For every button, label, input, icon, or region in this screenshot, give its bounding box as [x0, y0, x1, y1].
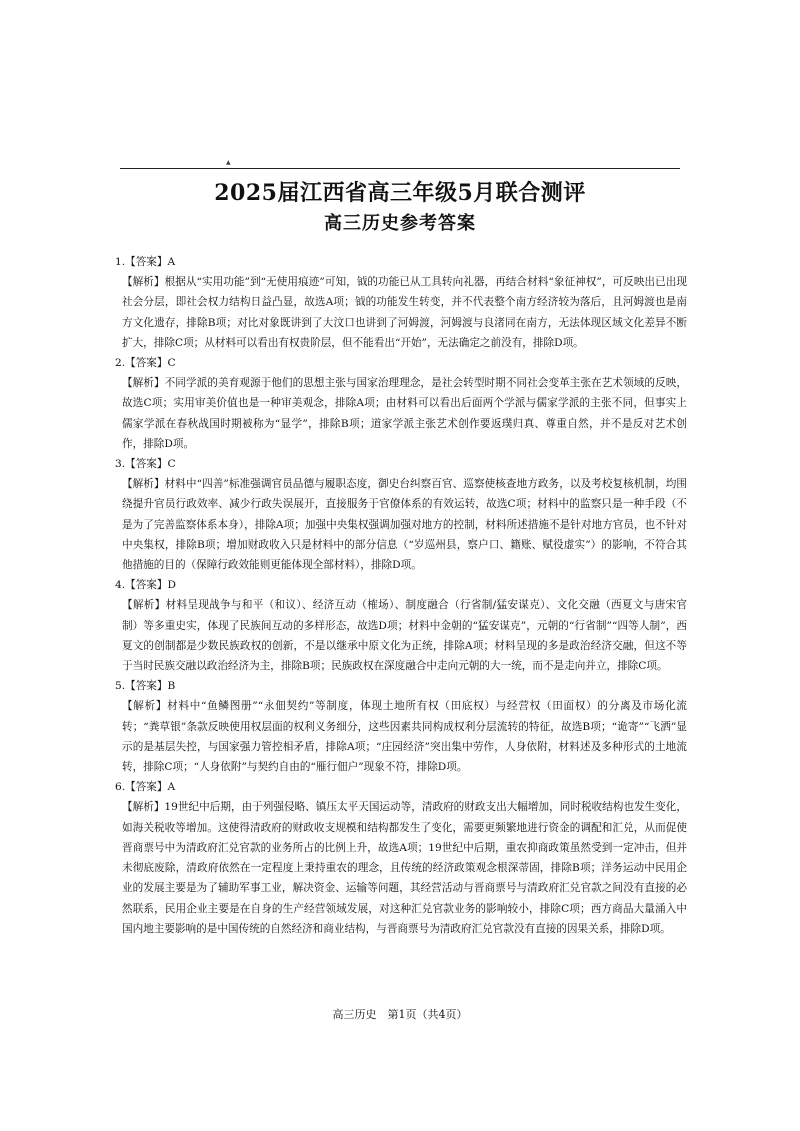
question-5: [115, 676, 687, 777]
question-2: [115, 353, 687, 454]
analysis-text: 【解析】材料呈现战争与和平（和议）、经济互动（榷场）、制度融合（行省制/猛安谋克）、文化交融（西夏文与唐宋官制）等多重史实，体现了民族间互动的多样形态，故选D项；材料中金朝的“猛安谋克”，元朝的“行省制”“四等人制”，西夏文的创制都是少数民族政权的创新，不是以继承中原文化为正统，排除A项；材料呈现的多是政治经济交融，但这不等于当时民族交融以政治经济为主，排除B项；民族政权在深度融合中走向元朝的大一统，而不是走向并立，排除C项。: [122, 599, 687, 673]
analysis-text: 【解析】不同学派的美育观源于他们的思想主张与国家治理理念，是社会转型时期不同社会变革主张在艺术领域的反映，故选C项；实用审美价值也是一种审美观念，排除A项；由材料可以看出后面两个学派与儒家学派的主张不同，但事实上儒家学派在春秋战国时期被称为“显学”，排除B项；道家学派主张艺术创作要返璞归真、尊重自然，并不是反对艺术创作，排除D项。: [122, 377, 687, 450]
answer-line: 2.【答案】C: [115, 357, 176, 370]
analysis-text: 【解析】材料中“四善”标准强调官员品德与履职态度，御史台纠察百官、巡察使核查地方政务，以及考校复核机制，均围绕提升官员行政效率、减少行政失误展开，直接服务于官僚体系的有效运转，故选C项；材料中的监察只是一种手段（不是为了完善监察体系本身），排除A项；加强中央集权强调加强对地方的控制，材料所述措施不是针对地方官员，也不针对中央集权，排除B项；增加财政收入只是材料中的部分信息（“岁巡州县，察户口、籍账、赋役虚实”）的影响，不符合其他措施的目的（保障行政效能则更能体现全部材料），排除D项。: [122, 478, 687, 572]
answer-list: [115, 252, 687, 939]
question-4: [115, 575, 687, 676]
answer-line: 4.【答案】D: [115, 579, 176, 592]
analysis-text: 【解析】19世纪中后期，由于列强侵略、镇压太平天国运动等，清政府的财政支出大幅增加，同时税收结构也发生变化，如海关税收等增加。这使得清政府的财政收支规模和结构都发生了变化，需要更频繁地进行资金的调配和汇兑，从而促使晋商票号中为清政府汇兑官款的业务所占的比例上升，故选A项；19世纪中后期，重农抑商政策虽然受到一定冲击，但并未彻底废除，清政府依然在一定程度上秉持重农的理念，且传统的经济政策观念根深蒂固，排除B项；洋务运动中民用企业的发展主要是为了辅助军事工业，解决资金、运输等问题，其经营活动与晋商票号与清政府汇兑官款之间没有直接的必然联系，民用企业主要是在自身的生产经营领域发展，对这种汇兑官款业务的影响较小，排除C项；西方商品大量涌入中国内地主要影响的是中国传统的自然经济和商业结构，与晋商票号为清政府汇兑官款没有直接的因果关系，排除D项。: [122, 801, 687, 935]
question-3: [115, 454, 687, 575]
answer-line: 6.【答案】A: [115, 781, 176, 794]
header-rule: [120, 168, 680, 169]
answer-line: 3.【答案】C: [115, 458, 176, 471]
answer-line: 5.【答案】B: [115, 680, 176, 693]
page-title: 2025届江西省高三年级5月联合测评: [214, 180, 586, 206]
answer-line: 1.【答案】A: [115, 256, 176, 268]
question-6: [115, 777, 687, 939]
analysis-text: 【解析】根据从“实用功能”到“无使用痕迹”可知，钺的功能已从工具转向礼器，再结合材料“象征神权”，可反映出已出现社会分层，即社会权力结构日益凸显，故选A项；钺的功能发生转变，并不代表整个南方经济较为落后，且河姆渡也是南方文化遗存，排除B项；对比对象既讲到了大汶口也讲到了河姆渡，河姆渡与良渚同在南方，无法体现区域文化差异不断扩大，排除C项；从材料可以看出有权贵阶层，但不能看出“开始”，无法确定之前没有，排除D项。: [122, 276, 687, 349]
header-mark: ▲: [226, 159, 231, 166]
analysis-text: 【解析】材料中“鱼鳞图册”“永佃契约”等制度，体现土地所有权（田底权）与经营权（田面权）的分离及市场化流转；“粪草银”条款反映使用权层面的权利义务细分，这些因素共同构成权利分层流转的特征，故选B项；“诡寄”“飞洒”显示的是基层失控，与国家强力管控相矛盾，排除A项；“庄园经济”突出集中劳作，人身依附，材料述及多种形式的土地流转，排除C项；“人身依附”与契约自由的“雁行佃户”现象不符，排除D项。: [122, 700, 687, 774]
page-footer: 高三历史 第1页（共4页）: [332, 1008, 468, 1021]
question-1: [115, 252, 687, 353]
page-subtitle: 高三历史参考答案: [324, 213, 476, 234]
